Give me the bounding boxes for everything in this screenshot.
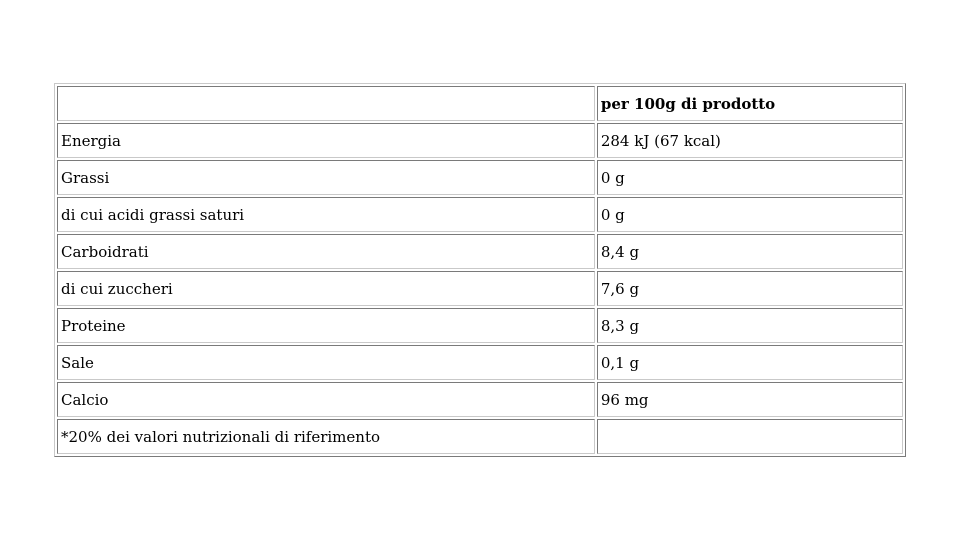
- header-label-cell: [57, 86, 595, 121]
- nutrient-label: Grassi: [57, 160, 595, 195]
- header-value-cell: per 100g di prodotto: [597, 86, 903, 121]
- table-row: [57, 197, 903, 232]
- nutrient-value: 8,3 g: [597, 308, 903, 343]
- nutrient-label: Energia: [57, 123, 595, 158]
- table-row: [57, 308, 903, 343]
- table-row: [57, 345, 903, 380]
- nutrient-value: 284 kJ (67 kcal): [597, 123, 903, 158]
- nutrient-value: 0 g: [597, 160, 903, 195]
- nutrient-value: 7,6 g: [597, 271, 903, 306]
- nutrient-value: 0 g: [597, 197, 903, 232]
- nutrient-label: Proteine: [57, 308, 595, 343]
- nutrient-label: di cui acidi grassi saturi: [57, 197, 595, 232]
- footnote-text: *20% dei valori nutrizionali di riferimento: [57, 419, 595, 454]
- footnote-value: [597, 419, 903, 454]
- table-header-row: [57, 86, 903, 121]
- table-row: [57, 160, 903, 195]
- nutrient-label: Carboidrati: [57, 234, 595, 269]
- nutrient-value: 8,4 g: [597, 234, 903, 269]
- table-row: [57, 123, 903, 158]
- table-row: [57, 234, 903, 269]
- table-row: [57, 382, 903, 417]
- nutrient-label: Calcio: [57, 382, 595, 417]
- nutrient-label: Sale: [57, 345, 595, 380]
- nutrition-table: [54, 83, 906, 457]
- nutrient-value: 96 mg: [597, 382, 903, 417]
- nutrient-value: 0,1 g: [597, 345, 903, 380]
- table-footnote-row: [57, 419, 903, 454]
- table-row: [57, 271, 903, 306]
- nutrient-label: di cui zuccheri: [57, 271, 595, 306]
